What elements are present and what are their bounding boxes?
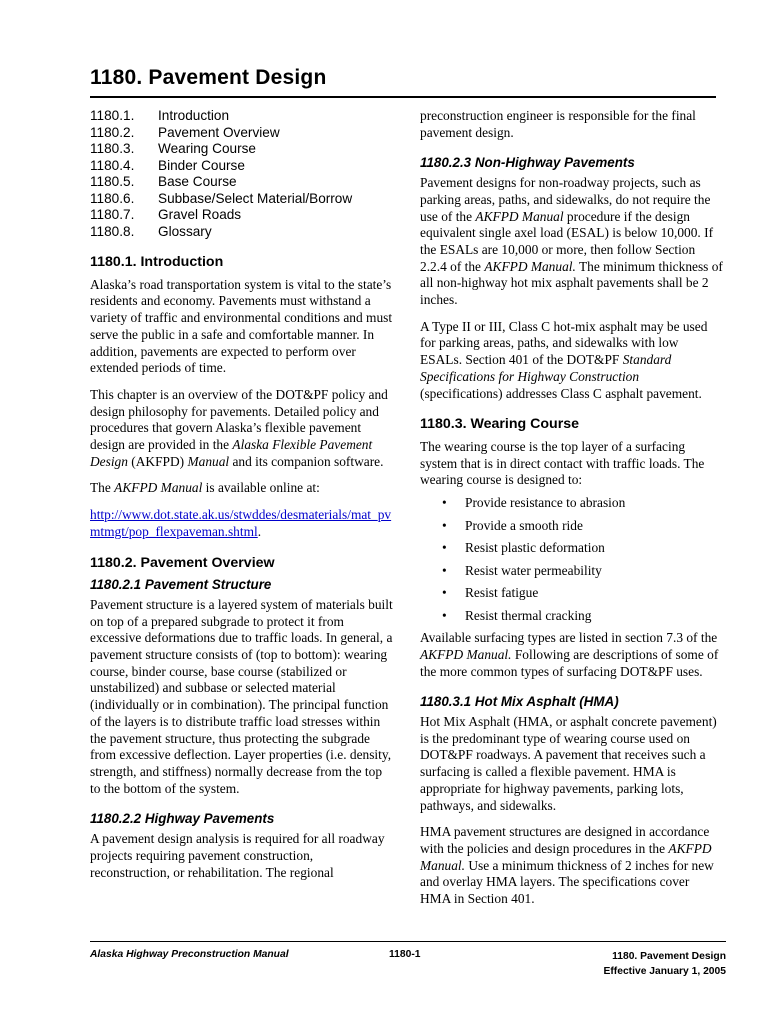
toc-number: 1180.1. [90, 108, 135, 123]
footer-divider [90, 941, 726, 942]
footer-manual-name: Alaska Highway Preconstruction Manual [90, 949, 289, 960]
subsection-heading-pavement-structure: 1180.2.1 Pavement Structure [90, 577, 272, 593]
toc-label: Base Course [158, 174, 237, 189]
toc-label: Wearing Course [158, 141, 256, 156]
akfpd-manual-link[interactable]: http://www.dot.state.ak.us/stwddes/desmaterials/mat_pvmtmgt/pop_flexpaveman.shtml [90, 507, 392, 539]
surfacing-types-paragraph: Available surfacing types are listed in section 7.3 of the AKFPD Manual. Following are descriptions of some of the more common types of surfacing DOT&PF uses. [420, 630, 719, 679]
toc-item[interactable] [90, 158, 395, 175]
left-column [90, 108, 395, 891]
highway-pavements-paragraph: A pavement design analysis is required for all roadway projects requiring pavement construction, reconstruction, or rehabilitation. The regional [90, 831, 385, 880]
toc-label: Subbase/Select Material/Borrow [158, 190, 353, 206]
toc-number: 1180.8. [90, 223, 135, 239]
toc-item[interactable] [90, 108, 395, 125]
highway-pavements-continued: preconstruction engineer is responsible for the final pavement design. [420, 108, 696, 140]
toc-item[interactable] [90, 141, 395, 158]
wearing-course-intro: The wearing course is the top layer of a surfacing system that is in direct contact with traffic loads. The wearing course is designed to: [420, 438, 705, 488]
list-item: • Resist thermal cracking [442, 607, 592, 623]
toc-item[interactable] [90, 207, 395, 224]
hma-paragraph: Hot Mix Asphalt (HMA, or asphalt concrete pavement) is the predominant type of wearing course used on DOT&PF roadways. A pavement that receives such a surfacing is called a flexible pavement. HMA is appropriate for highway pavements, parking lots, pathways, and sidewalks. [420, 714, 717, 813]
toc-number: 1180.5. [90, 174, 135, 189]
toc-label: Binder Course [158, 157, 245, 173]
table-of-contents [90, 108, 395, 240]
footer-effective-date: Effective January 1, 2005 [603, 966, 726, 977]
non-highway-paragraph: Pavement designs for non-roadway projects, such as parking areas, paths, and sidewalks, do not require the use of the AKFPD Manual procedure if the design equivalent single axel load (ESAL) is below 10,000. If the ESALs are 10,000 or more, then follow Section 2.2.4 of the AKFPD Manual. The minimum thickness of all non-highway hot mix asphalt pavements shall be 2 inches. [420, 175, 723, 308]
title-divider [90, 96, 716, 98]
section-heading-pavement-overview: 1180.2. Pavement Overview [90, 554, 275, 571]
subsection-heading-hot-mix-asphalt: 1180.3.1 Hot Mix Asphalt (HMA) [420, 694, 619, 710]
subsection-heading-highway-pavements: 1180.2.2 Highway Pavements [90, 811, 275, 827]
intro-paragraph: Alaska’s road transportation system is vital to the state’s residents and economy. Pavements must withstand a variety of traffic and environmental conditions and must serve the public in a safe and comfortable manner. In addition, pavements are expected to perform over extended periods of time. [90, 276, 393, 376]
toc-label: Introduction [158, 108, 230, 123]
section-heading-wearing-course: 1180.3. Wearing Course [420, 416, 580, 433]
toc-number: 1180.6. [90, 190, 135, 206]
list-item: • Provide resistance to abrasion [442, 495, 626, 511]
pavement-structure-paragraph: Pavement structure is a layered system of materials built on top of a prepared subgrade to protect it from excessive deformations due to traffic loads. In general, a pavement structure consists of (top to bottom): wearing course, binder course, base course (stabilized or unstabilized) and subbase or selected material (individually or in combination). The principal function of the layers is to distribute traffic load stresses within the pavement structure, thus protecting the subgrade from excessive deflection. Layer properties (i.e. density, strength, and stiffness) normally decrease from the top to the bottom of the system. [90, 596, 393, 796]
footer-section-title: 1180. Pavement Design [612, 951, 726, 962]
hma-paragraph-2: HMA pavement structures are designed in accordance with the policies and design procedures in the AKFPD Manual. Use a minimum thickness of 2 inches for new and overlay HMA layers. The specifications cover HMA in Section 401. [420, 824, 714, 907]
footer-section-info [604, 949, 727, 979]
right-column [420, 108, 723, 918]
wearing-course-list [420, 495, 723, 624]
toc-label: Glossary [158, 223, 212, 239]
intro-paragraph-3: The AKFPD Manual is available online at: [90, 480, 320, 496]
list-item: • Resist water permeability [442, 562, 602, 578]
toc-item[interactable] [90, 125, 395, 142]
toc-number: 1180.2. [90, 124, 135, 140]
manual-link-paragraph: http://www.dot.state.ak.us/stwddes/desmaterials/mat_pvmtmgt/pop_flexpaveman.shtml. [90, 507, 392, 539]
toc-number: 1180.7. [90, 207, 135, 222]
list-item: • Provide a smooth ride [442, 517, 583, 533]
page-title: 1180. Pavement Design [90, 66, 327, 89]
non-highway-paragraph-2: A Type II or III, Class C hot-mix asphalt may be used for parking areas, paths, and sidewalks with low ESALs. Section 401 of the DOT&PF Standard Specifications for Highway Construction (specifications) addresses Class C asphalt pavement. [420, 318, 708, 401]
toc-number: 1180.3. [90, 141, 135, 156]
toc-label: Gravel Roads [158, 207, 242, 222]
footer-page-number: 1180-1 [389, 949, 421, 960]
section-heading-introduction: 1180.1. Introduction [90, 254, 224, 270]
toc-item[interactable] [90, 174, 395, 191]
intro-paragraph-2: This chapter is an overview of the DOT&PF policy and design philosophy for pavements. Detailed policy and procedures that govern Alaska’s flexible pavement design are provided in the Alaska Flexible Pavement Design (AKFPD) Manual and its companion software. [90, 386, 388, 469]
toc-item[interactable] [90, 191, 395, 208]
toc-number: 1180.4. [90, 157, 135, 173]
list-item: • Resist fatigue [442, 585, 539, 601]
toc-label: Pavement Overview [158, 124, 280, 140]
toc-item[interactable] [90, 224, 395, 241]
subsection-heading-non-highway-pavements: 1180.2.3 Non-Highway Pavements [420, 155, 635, 171]
list-item: • Resist plastic deformation [442, 540, 605, 556]
